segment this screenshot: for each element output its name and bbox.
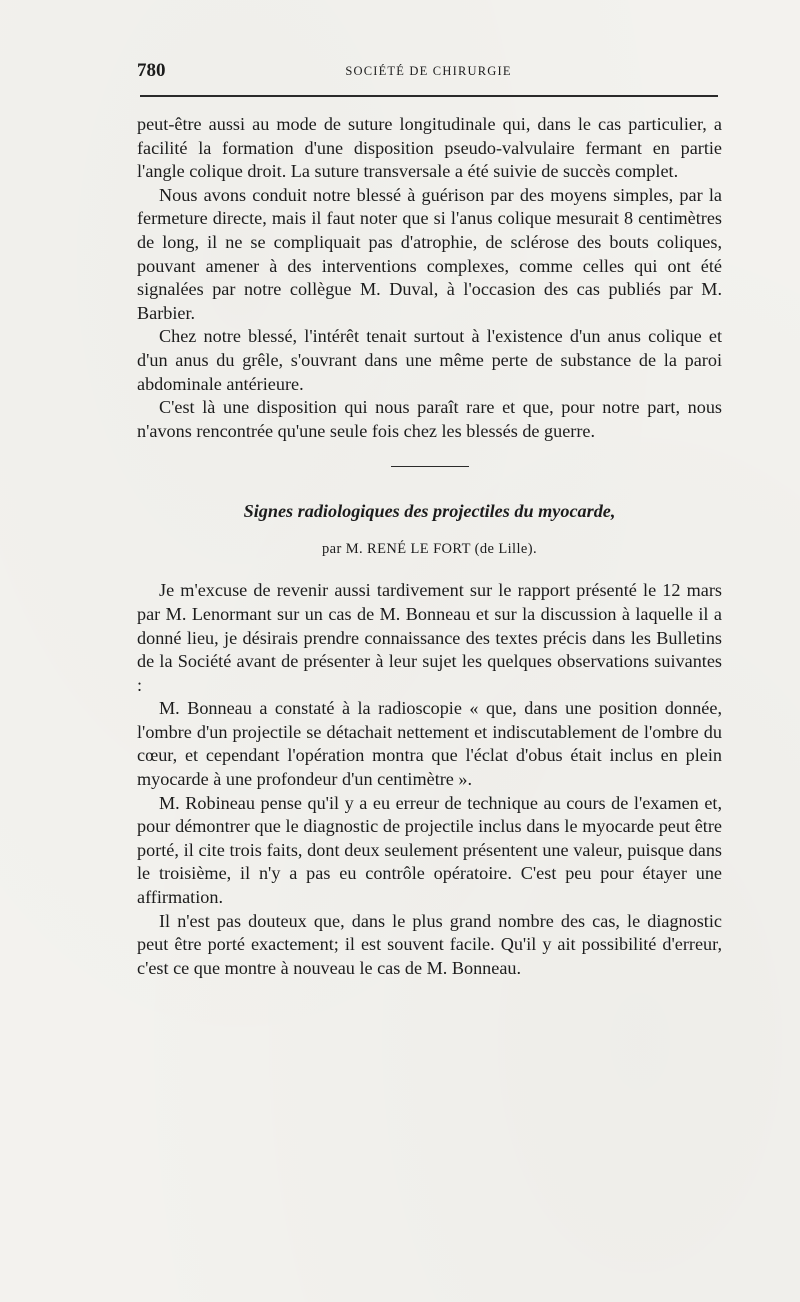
- article-paragraph: M. Bonneau a constaté à la radioscopie « que, dans une position donnée, l'ombre d'un projectile se détachait nettement et indiscutablement de l'ombre du cœur, et cependant l'opération montra que l'éclat d'obus était inclus en plein myocarde à une profondeur d'un centimètre ».: [137, 698, 722, 790]
- continuation-paragraph: peut-être aussi au mode de suture longitudinale qui, dans le cas particulier, a facilité la formation d'une disposition pseudo-valvulaire fermant en partie l'angle colique droit. La suture transversale a été suivie de succès complet.: [137, 114, 722, 182]
- running-head: [137, 60, 720, 84]
- header-rule: [140, 95, 718, 97]
- continuation-paragraph: C'est là une disposition qui nous paraît rare et que, pour notre part, nous n'avons rencontrée qu'une seule fois chez les blessés de guerre.: [137, 397, 722, 441]
- continuation-paragraph: Chez notre blessé, l'intérêt tenait surtout à l'existence d'un anus colique et d'un anus du grêle, s'ouvrant dans une même perte de substance de la paroi abdominale antérieure.: [137, 326, 722, 394]
- article-paragraph: M. Robineau pense qu'il y a eu erreur de technique au cours de l'examen et, pour démontrer que le diagnostic de projectile inclus dans le myocarde peut être porté, il cite trois faits, dont deux seulement présentent une valeur, puisque dans le troisième, il n'y a pas eu contrôle opératoire. C'est peu pour étayer une affirmation.: [137, 792, 722, 908]
- body-text: [137, 113, 722, 980]
- article-body: [137, 579, 722, 980]
- continuation-paragraph: Nous avons conduit notre blessé à guérison par des moyens simples, par la fermeture directe, mais il faut noter que si l'anus colique mesurait 8 centimètres de long, il ne se compliquait pas d'atrophie, de sclérose des bouts coliques, pouvant amener à des interventions complexes, comme celles qui ont été signalées par notre collègue M. Duval, à l'occasion des cas publiés par M. Barbier.: [137, 184, 722, 323]
- article-byline: par M. RENÉ LE FORT (de Lille).: [321, 541, 538, 558]
- page-number: 780: [137, 60, 166, 81]
- article-paragraph: Il n'est pas douteux que, dans le plus grand nombre des cas, le diagnostic peut être porté exactement; il est souvent facile. Qu'il y ait possibilité d'erreur, c'est ce que montre à nouveau le cas de M. Bonneau.: [137, 910, 722, 978]
- running-title: SOCIÉTÉ DE CHIRURGIE: [345, 64, 512, 78]
- section-divider: [391, 466, 469, 467]
- article-title: Signes radiologiques des projectiles du myocarde,: [243, 501, 616, 522]
- article-paragraph: Je m'excuse de revenir aussi tardivement sur le rapport présenté le 12 mars par M. Lenormant sur un cas de M. Bonneau et sur la discussion à laquelle il a donné lieu, je désirais prendre connaissance des textes précis dans les Bulletins de la Société avant de présenter à leur sujet les quelques observations suivantes :: [137, 580, 722, 695]
